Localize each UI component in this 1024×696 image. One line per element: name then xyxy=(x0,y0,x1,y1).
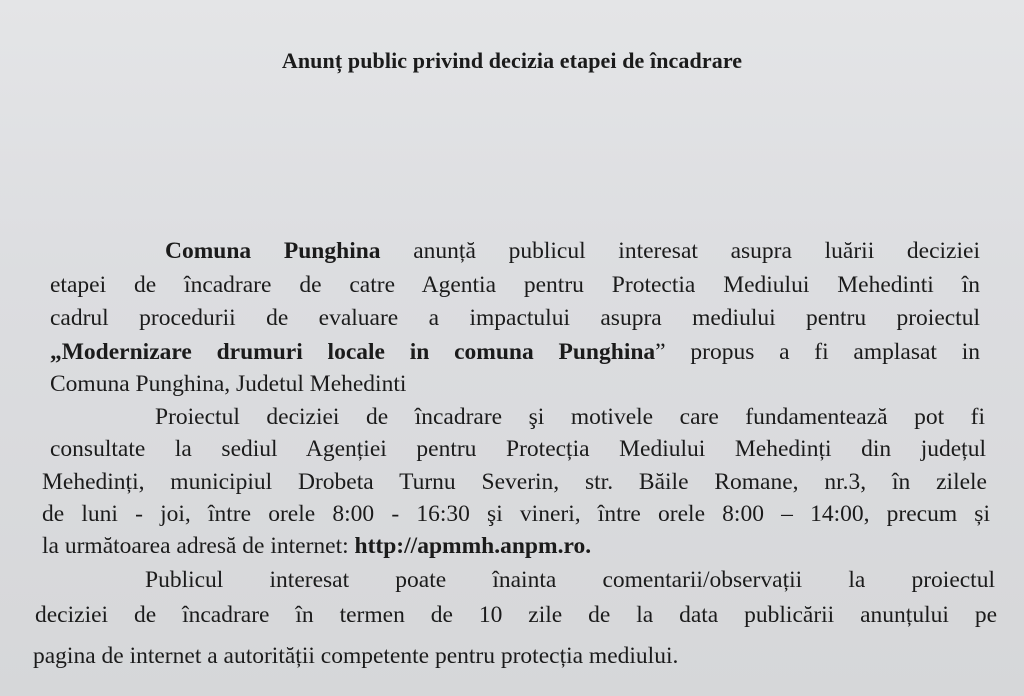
p3-line-1: Publicul interesat poate înainta comentarii/observații la proiectul xyxy=(145,567,995,593)
project-name: „Modernizare drumuri locale in comuna Punghina xyxy=(50,339,656,365)
p2-line-2: consultate la sediul Agenției pentru Protecția Mediului Mehedinți din județul xyxy=(50,436,986,462)
p1-line-3: cadrul procedurii de evaluare a impactului asupra mediului pentru proiectul xyxy=(50,305,980,331)
p1-line-1-text: anunță publicul interesat asupra luării deciziei xyxy=(380,238,980,264)
p1-line-1 xyxy=(165,240,980,264)
p3-line-3: pagina de internet a autorității competente pentru protecția mediului. xyxy=(33,643,679,669)
website-link[interactable]: http://apmmh.anpm.ro. xyxy=(354,533,592,559)
p2-line-5-text: la următoarea adresă de internet: xyxy=(42,533,355,559)
p2-line-1: Proiectul deciziei de încadrare şi motivele care fundamentează pot fi xyxy=(155,404,985,430)
p2-line-5 xyxy=(42,535,972,559)
p1-line-4-text: ” propus a fi amplasat in xyxy=(655,339,980,365)
page-title: Anunț public privind decizia etapei de încadrare xyxy=(281,48,743,73)
commune-name: Comuna Punghina xyxy=(165,238,381,264)
p1-line-5: Comuna Punghina, Judetul Mehedinti xyxy=(50,371,407,397)
p3-line-2: deciziei de încadrare în termen de 10 zile de la data publicării anunțului pe xyxy=(35,602,997,628)
p2-line-4: de luni - joi, între orele 8:00 - 16:30 şi vineri, între orele 8:00 – 14:00, precum și xyxy=(42,501,990,527)
p2-line-3: Mehedinți, municipiul Drobeta Turnu Severin, str. Băile Romane, nr.3, în zilele xyxy=(42,469,987,495)
p1-line-4 xyxy=(50,341,980,365)
p1-line-2: etapei de încadrare de catre Agentia pentru Protectia Mediului Mehedinti în xyxy=(50,272,980,298)
